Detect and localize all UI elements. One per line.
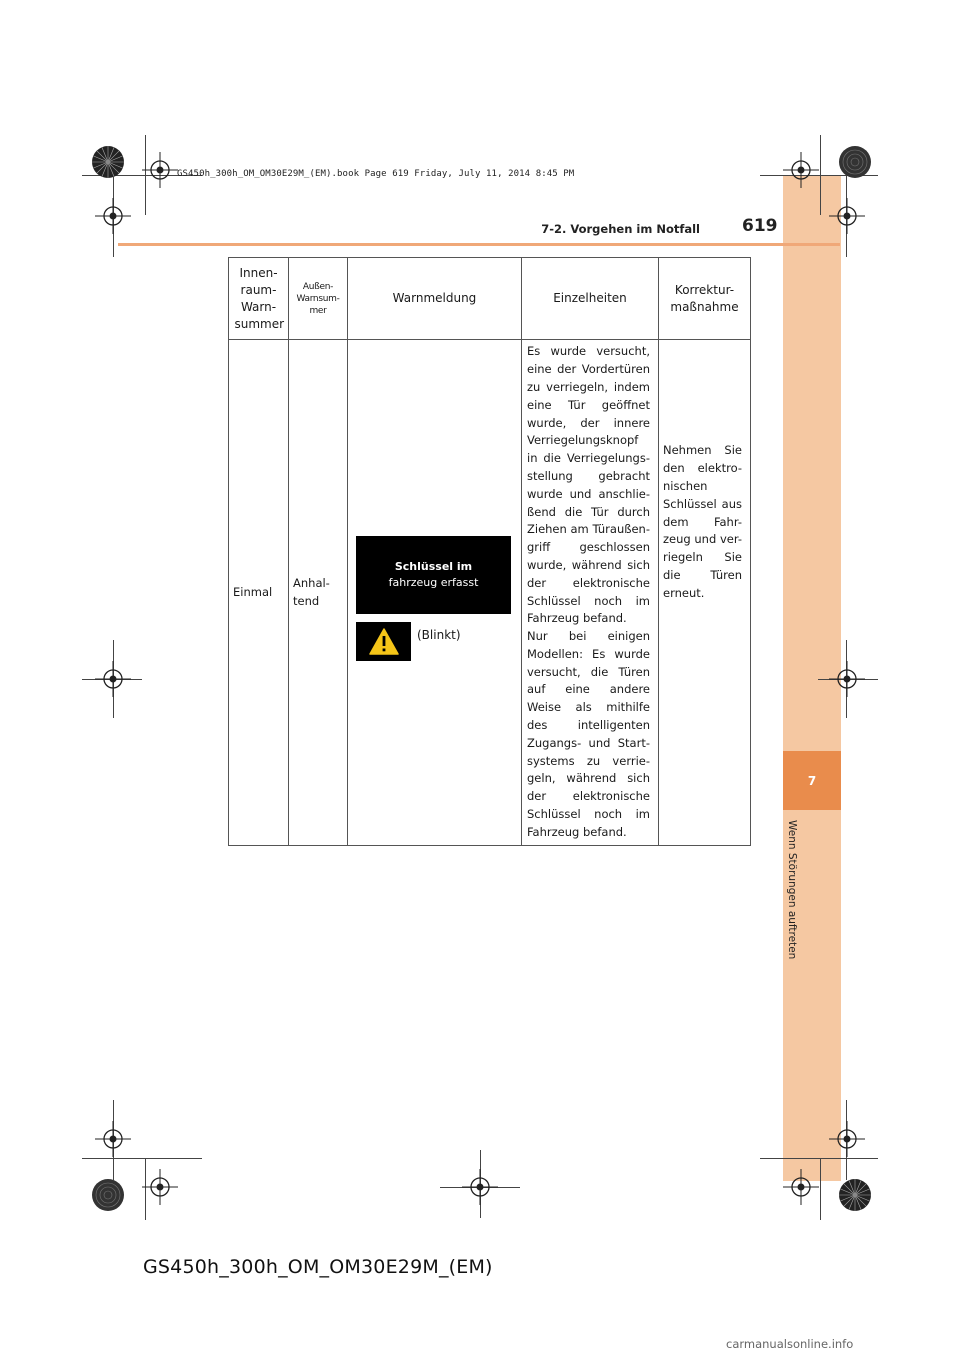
chapter-label-text: Wenn Störungen auftreten — [786, 820, 798, 960]
details-text-1: Es wurde versucht, eine der Vordertüren zu verriegeln, indem eine Tür geöffnet wurde, der innere Verriegelungsknopf in die Verriegelungs-stellung gebracht wurde und anschlie-ßend die Tür durch Ziehen am Türaußen-griff geschlossen wurde, während sich der elektronische Schlüssel noch im Fahrzeug befand. — [527, 344, 650, 626]
page-number: 619 — [742, 216, 778, 236]
cell-warning-message — [348, 340, 522, 846]
cell-interior-buzzer-text: Einmal — [233, 584, 273, 599]
registration-crosshair-icon — [783, 1169, 819, 1205]
table-header-row — [229, 258, 751, 340]
document-code: GS450h_300h_OM_OM30E29M_(EM) — [143, 1256, 493, 1278]
registration-crosshair-icon — [95, 661, 131, 697]
registration-crosshair-icon — [783, 152, 819, 188]
table-row — [229, 340, 751, 846]
header-exterior-buzzer — [289, 258, 348, 340]
header-corrective-action-text: Korrektur-maßnahme — [670, 282, 739, 314]
registration-rosette-icon — [838, 145, 872, 179]
corrective-action-text: Nehmen Sie den elektro-nischen Schlüssel aus dem Fahr-zeug und ver-riegeln Sie die Türen erneut. — [663, 443, 742, 600]
registration-crosshair-icon — [142, 1169, 178, 1205]
display-line-2: fahrzeug erfasst — [388, 576, 479, 589]
header-rule — [118, 243, 840, 246]
registration-crosshair-icon — [142, 152, 178, 188]
warning-table — [228, 257, 751, 846]
cell-exterior-buzzer-text: Anhal-tend — [293, 575, 330, 608]
header-exterior-buzzer-text: Außen-Warnsum-mer — [296, 281, 340, 316]
cell-interior-buzzer — [229, 340, 289, 846]
header-interior-buzzer-text: Innen-raum-Warn-summer — [234, 265, 285, 331]
chapter-label — [782, 820, 804, 1000]
cell-corrective-action — [659, 340, 751, 846]
registration-crosshair-icon — [829, 198, 865, 234]
registration-rosette-icon — [91, 145, 125, 179]
registration-crosshair-icon — [462, 1169, 498, 1205]
chapter-number: 7 — [783, 751, 841, 810]
header-warning-message: Warnmeldung — [348, 258, 522, 340]
registration-crosshair-icon — [829, 661, 865, 697]
registration-rosette-icon — [91, 1178, 125, 1212]
watermark: carmanualsonline.info — [726, 1337, 854, 1351]
cell-details — [522, 340, 659, 846]
multi-info-display — [356, 536, 511, 614]
header-interior-buzzer — [229, 258, 289, 340]
header-corrective-action — [659, 258, 751, 340]
registration-crosshair-icon — [829, 1121, 865, 1157]
registration-rosette-icon — [838, 1178, 872, 1212]
header-details: Einzelheiten — [522, 258, 659, 340]
registration-crosshair-icon — [95, 198, 131, 234]
blink-note: (Blinkt) — [417, 628, 461, 642]
crop-mark-line — [820, 1158, 821, 1220]
details-text-2: Nur bei einigen Modellen: Es wurde versucht, die Türen auf eine andere Weise als mithilfe des intelligenten Zugangs- und Start-systems zu verrie-geln, während sich der elektronische Schlüssel noch im Fahrzeug befand. — [527, 629, 650, 839]
book-info-line: GS450h_300h_OM_OM30E29M_(EM).book Page 619 Friday, July 11, 2014 8:45 PM — [177, 169, 575, 179]
warning-triangle-icon — [356, 622, 411, 661]
display-line-1: Schlüssel im — [394, 560, 473, 573]
cell-exterior-buzzer — [289, 340, 348, 846]
section-title: 7-2. Vorgehen im Notfall — [541, 222, 700, 236]
registration-crosshair-icon — [95, 1121, 131, 1157]
crop-mark-line — [760, 1158, 878, 1159]
crop-mark-line — [82, 1158, 202, 1159]
